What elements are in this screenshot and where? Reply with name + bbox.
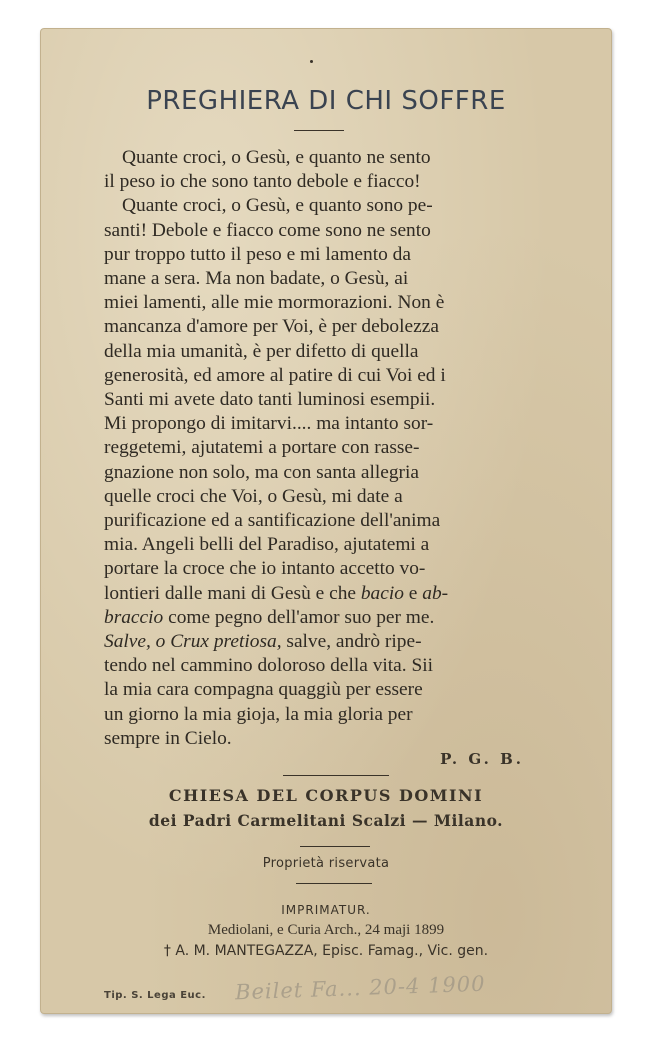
handwritten-note: Beilet Fa... 20-4 1900: [234, 971, 486, 1005]
line-text: come pegno dell'amor suo per me.: [163, 606, 435, 628]
prayer-line: la mia cara compagna quaggiù per essere: [104, 679, 423, 701]
line-text: salve, andrò ripe-: [281, 631, 422, 653]
print-speck: [310, 60, 313, 63]
line-text: e: [403, 582, 423, 604]
prayer-line: [104, 582, 536, 606]
italic-word: bacio: [360, 582, 404, 604]
prayer-line: santi! Debole e fiacco come sono ne sento: [104, 219, 431, 241]
divider-rule: [283, 775, 389, 776]
curia-date: Mediolani, e Curia Arch., 24 maji 1899: [207, 922, 445, 938]
prayer-line: il peso io che sono tanto debole e fiacco!: [104, 171, 421, 193]
prayer-line: pur troppo tutto il peso e mi lamento da: [104, 243, 411, 265]
bishop-approval: † A. M. MANTEGAZZA, Episc. Famag., Vic. gen.: [163, 943, 489, 959]
prayer-line: generosità, ed amore al patire di cui Voi ed i: [104, 364, 446, 386]
prayer-line: reggetemi, ajutatemi a portare con rasse-: [104, 437, 420, 459]
rights-notice: Proprietà riservata: [262, 856, 390, 871]
prayer-line: Quante croci, o Gesù, e quanto sono pe-: [122, 195, 433, 217]
prayer-line: della mia umanità, è per difetto di quella: [104, 340, 419, 362]
divider-rule: [296, 883, 372, 884]
prayer-line: miei lamenti, alle mie mormorazioni. Non è: [104, 292, 445, 314]
prayer-line: [104, 630, 536, 654]
church-order: dei Padri Carmelitani Scalzi — Milano.: [148, 811, 504, 830]
italic-word: ab-: [422, 582, 449, 604]
line-text: lontieri dalle mani di Gesù e che: [104, 582, 361, 604]
italic-word: braccio: [104, 606, 164, 628]
prayer-line: un giorno la mia gioja, la mia gloria per: [104, 703, 413, 725]
prayer-line: mane a sera. Ma non badate, o Gesù, ai: [104, 268, 409, 290]
title-underline: [294, 130, 344, 131]
prayer-line: quelle croci che Voi, o Gesù, mi date a: [104, 485, 403, 507]
prayer-line: Mi propongo di imitarvi.... ma intanto sor-: [104, 413, 434, 435]
prayer-line: Quante croci, o Gesù, e quanto ne sento: [122, 147, 431, 168]
church-name: CHIESA DEL CORPUS DOMINI: [168, 786, 484, 805]
prayer-line: mancanza d'amore per Voi, è per debolezza: [104, 316, 439, 338]
prayer-line: mia. Angeli belli del Paradiso, ajutatemi a: [104, 534, 430, 556]
prayer-line: portare la croce che io intanto accetto vo-: [104, 558, 426, 580]
prayer-line: sempre in Cielo.: [104, 727, 232, 749]
printer-credit: Tip. S. Lega Euc.: [104, 990, 206, 1001]
prayer-card: [40, 28, 612, 1014]
prayer-line: tendo nel cammino doloroso della vita. Sii: [104, 655, 434, 677]
prayer-line: purificazione ed a santificazione dell'anima: [104, 510, 441, 532]
imprimatur-heading: IMPRIMATUR.: [281, 903, 371, 917]
prayer-body: [104, 146, 536, 751]
divider-rule: [300, 846, 370, 847]
prayer-title: PREGHIERA DI CHI SOFFRE: [146, 86, 506, 116]
prayer-line: [104, 606, 536, 630]
prayer-line: Santi mi avete dato tanti luminosi esempii.: [104, 389, 436, 411]
author-initials: P. G. B.: [440, 750, 524, 768]
prayer-line: gnazione non solo, ma con santa allegria: [104, 461, 419, 483]
italic-phrase: Salve, o Crux pretiosa,: [104, 631, 282, 653]
